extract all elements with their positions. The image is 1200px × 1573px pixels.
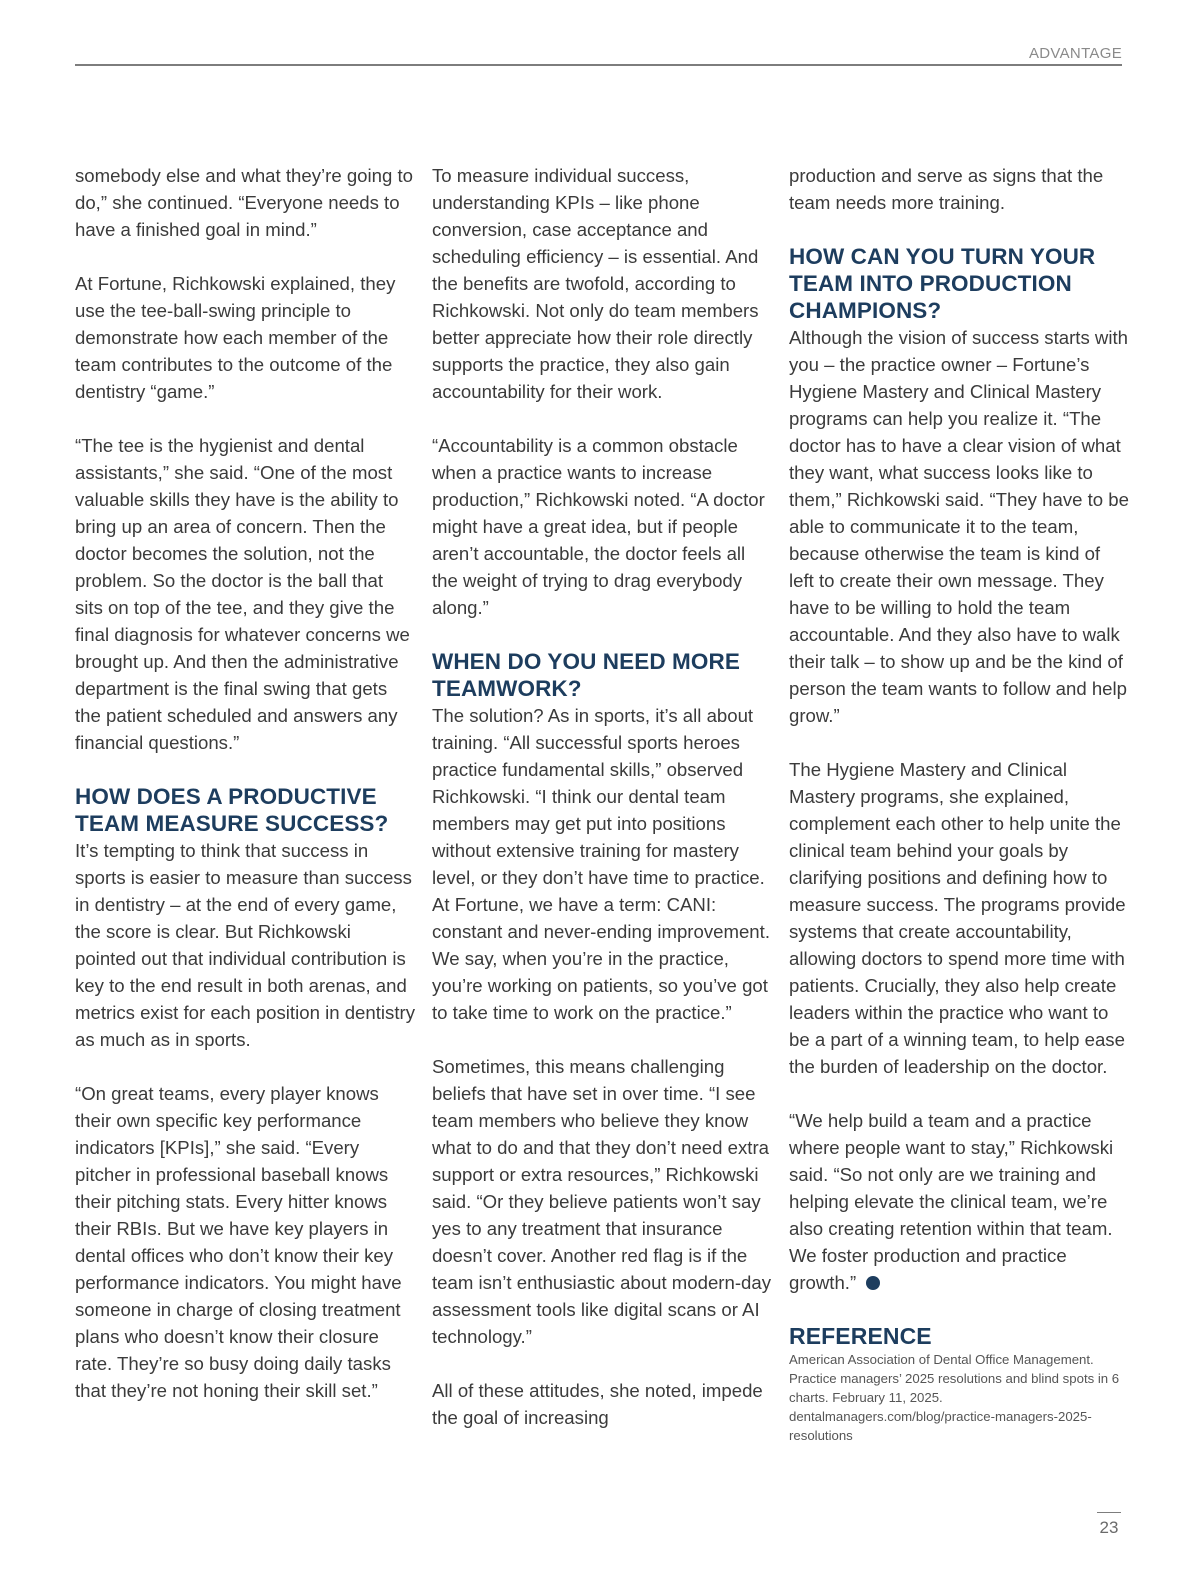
article-column-2 [432,162,772,1458]
page-number-rule [1097,1512,1121,1513]
paragraph: somebody else and what they’re going to do,” she continued. “Everyone needs to have a finished goal in mind.” [75,165,414,240]
section-heading: HOW CAN YOU TURN YOUR TEAM INTO PRODUCTION CHAMPIONS? [789,244,1096,323]
paragraph: At Fortune, Richkowski explained, they use the tee-ball-swing principle to demonstrate how each member of the team contributes to the outcome of the dentistry “game.” [75,273,396,402]
reference-citation: American Association of Dental Office Management. Practice managers’ 2025 resolutions and blind spots in 6 charts. February 11, 2025. dentalmanagers.com/blog/practice-managers-2025-resolutions [789,1352,1120,1443]
article-column-1 [75,162,415,1431]
closing-text: “We help build a team and a practice where people want to stay,” Richkowski said. “So not only are we training and helping elevate the clinical team, we’re also creating retention within that team. We foster production and practice growth.” [789,1110,1114,1293]
section-heading: WHEN DO YOU NEED MORE TEAMWORK? [432,649,740,701]
end-mark-icon [866,1276,880,1290]
section-heading: HOW DOES A PRODUCTIVE TEAM MEASURE SUCCESS? [75,784,389,836]
page-number: 23 [1099,1518,1119,1537]
paragraph: It’s tempting to think that success in sports is easier to measure than success in dentistry – at the end of every game, the score is clear. But Richkowski pointed out that individual contribution is key to the end result in both arenas, and metrics exist for each position in dentistry as much as in sports. [75,840,415,1050]
paragraph: “Accountability is a common obstacle when a practice wants to increase production,” Richkowski noted. “A doctor might have a great idea, but if people aren’t accountable, the doctor feels all the weight of trying to drag everybody along.” [432,435,765,618]
closing-paragraph [789,1107,1129,1296]
paragraph: “The tee is the hygienist and dental assistants,” she said. “One of the most valuable skills they have is the ability to bring up an area of concern. Then the doctor becomes the solution, not the problem. So the doctor is the ball that sits on top of the tee, and they give the final diagnosis for whatever concerns we brought up. And then the administrative department is the final swing that gets the patient scheduled and answers any financial questions.” [75,435,410,753]
paragraph: All of these attitudes, she noted, impede the goal of increasing [432,1380,763,1428]
reference-heading: REFERENCE [789,1323,932,1349]
header-divider [75,64,1122,66]
paragraph: Sometimes, this means challenging beliefs that have set in over time. “I see team members who believe they know what to do and that they don’t need extra support or extra resources,” Richkowski said. “Or they believe patients won’t say yes to any treatment that insurance doesn’t cover. Another red flag is if the team isn’t enthusiastic about modern-day assessment tools like digital scans or AI technology.” [432,1056,771,1347]
paragraph: “On great teams, every player knows their own specific key performance indicators [KPIs],” she said. “Every pitcher in professional baseball knows their pitching stats. Every hitter knows their RBIs. But we have key players in dental offices who don’t know their key performance indicators. You might have someone in charge of closing treatment plans who doesn’t know their closure rate. They’re so busy doing daily tasks that they’re not honing their skill set.” [75,1083,402,1401]
paragraph: The solution? As in sports, it’s all about training. “All successful sports heroes practice fundamental skills,” observed Richkowski. “I think our dental team members may get put into positions without extensive training for mastery level, or they don’t have time to practice. At Fortune, we have a term: CANI: constant and never-ending improvement. We say, when you’re in the practice, you’re working on patients, so you’ve got to take time to work on the practice.” [432,705,770,1023]
paragraph: To measure individual success, understanding KPIs – like phone conversion, case acceptance and scheduling efficiency – is essential. And the benefits are twofold, according to Richkowski. Not only do team members better appreciate how their role directly supports the practice, they also gain accountability for their work. [432,165,759,402]
section-label: ADVANTAGE [1029,45,1122,62]
paragraph: Although the vision of success starts with you – the practice owner – Fortune’s Hygiene Mastery and Clinical Mastery programs can help you realize it. “The doctor has to have a clear vision of what they want, what success looks like to them,” Richkowski said. “They have to be able to communicate it to the team, because otherwise the team is kind of left to create their own message. They have to be willing to hold the team accountable. And they also have to walk their talk – to show up and be the kind of person the team wants to follow and help grow.” [789,327,1129,726]
paragraph: production and serve as signs that the team needs more training. [789,165,1104,213]
article-column-3 [789,162,1129,1472]
paragraph: The Hygiene Mastery and Clinical Mastery programs, she explained, complement each other to help unite the clinical team behind your goals by clarifying positions and defining how to measure success. The programs provide systems that create accountability, allowing doctors to spend more time with patients. Crucially, they also help create leaders within the practice who want to be a part of a winning team, to help ease the burden of leadership on the doctor. [789,759,1126,1077]
